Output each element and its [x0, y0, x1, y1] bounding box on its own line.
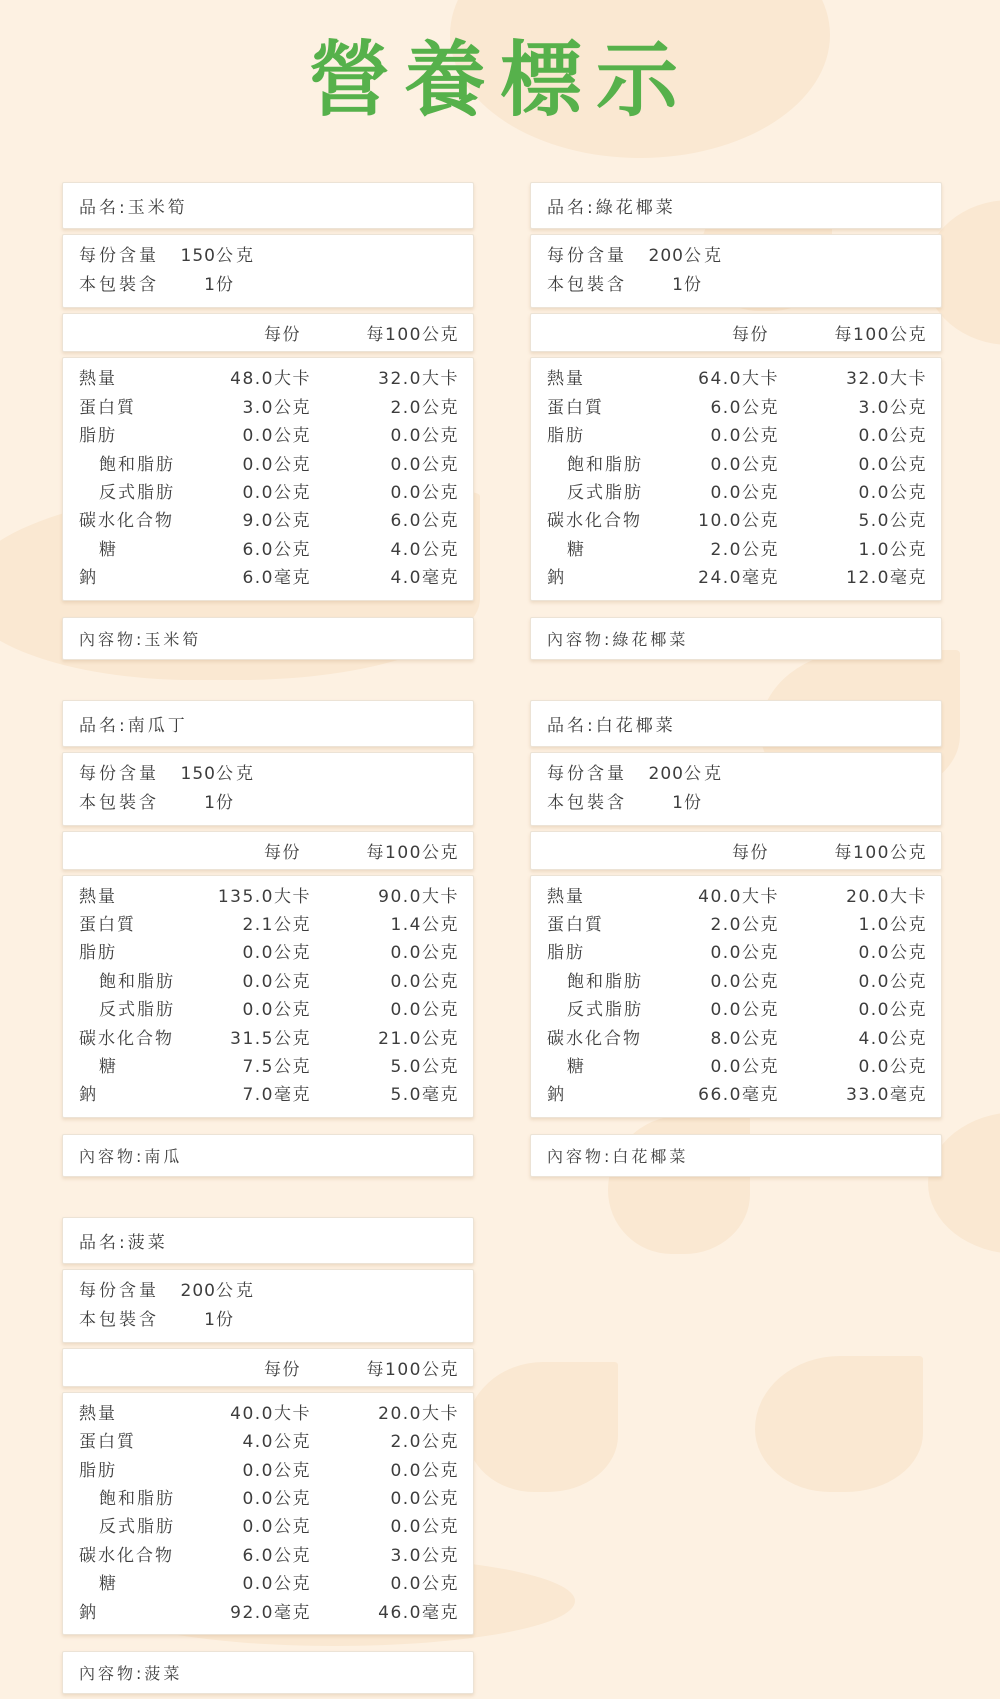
nutrient-label: 鈉 — [547, 568, 566, 589]
serving-size-unit: 公克 — [684, 763, 724, 784]
serving-info-box — [62, 752, 474, 826]
per-100g-header: 每100公克 — [834, 842, 927, 863]
per-serving-value: 0.0公克 — [242, 454, 311, 475]
column-header-box — [62, 1348, 474, 1387]
per-serving-value: 0.0公克 — [710, 971, 779, 992]
nutrient-row — [79, 536, 459, 564]
nutrient-row — [79, 451, 459, 479]
servings-per-pack-row — [79, 789, 457, 818]
contents-prefix: 內容物: — [79, 629, 145, 649]
per-serving-header: 每份 — [732, 325, 769, 346]
nutrient-table — [62, 875, 474, 1118]
per-100g-value: 0.0公克 — [858, 943, 927, 964]
nutrition-card — [62, 700, 474, 1182]
serving-size-unit: 公克 — [216, 763, 256, 784]
per-serving-header: 每份 — [264, 325, 301, 346]
nutrient-label: 蛋白質 — [79, 1432, 136, 1453]
per-100g-value: 0.0公克 — [858, 426, 927, 447]
serving-size-value: 150 — [180, 763, 216, 784]
nutrient-label: 反式脂肪 — [567, 1000, 643, 1021]
per-100g-value: 46.0毫克 — [378, 1602, 459, 1623]
per-serving-value: 0.0公克 — [242, 1489, 311, 1510]
nutrient-row — [547, 365, 927, 393]
column-header-box — [530, 831, 942, 870]
serving-size-row — [547, 242, 925, 271]
nutrient-label: 糖 — [99, 539, 118, 560]
servings-per-pack-label: 本包裝含 — [547, 275, 627, 296]
per-serving-value: 64.0大卡 — [698, 369, 779, 390]
per-serving-value: 2.1公克 — [242, 914, 311, 935]
nutrient-row — [79, 1513, 459, 1541]
servings-per-pack-label: 本包裝含 — [79, 792, 159, 813]
servings-per-pack-label: 本包裝含 — [79, 1309, 159, 1330]
nutrient-label: 鈉 — [79, 1602, 98, 1623]
per-serving-value: 40.0大卡 — [230, 1403, 311, 1424]
nutrition-card — [62, 182, 474, 664]
servings-per-pack-label: 本包裝含 — [547, 792, 627, 813]
per-serving-value: 0.0公克 — [242, 1460, 311, 1481]
nutrient-row — [547, 939, 927, 967]
per-serving-value: 0.0公克 — [710, 426, 779, 447]
per-serving-value: 7.0毫克 — [242, 1085, 311, 1106]
per-100g-value: 0.0公克 — [390, 454, 459, 475]
nutrient-row — [547, 1053, 927, 1081]
per-serving-value: 4.0公克 — [242, 1432, 311, 1453]
nutrient-row — [79, 564, 459, 592]
per-serving-value: 9.0公克 — [242, 511, 311, 532]
serving-size-label: 每份含量 — [79, 763, 159, 784]
serving-info-box — [530, 234, 942, 308]
per-100g-value: 5.0毫克 — [390, 1085, 459, 1106]
nutrient-label: 碳水化合物 — [79, 1545, 174, 1566]
nutrient-label: 脂肪 — [547, 943, 585, 964]
nutrient-label: 熱量 — [79, 886, 117, 907]
nutrient-label: 飽和脂肪 — [567, 454, 643, 475]
per-100g-value: 0.0公克 — [390, 971, 459, 992]
column-header-row — [547, 320, 927, 345]
contents-box — [530, 617, 942, 660]
contents-box — [62, 1651, 474, 1694]
nutrient-label: 脂肪 — [547, 426, 585, 447]
servings-per-pack-unit: 份 — [684, 275, 704, 296]
serving-size-label: 每份含量 — [79, 246, 159, 267]
per-serving-value: 0.0公克 — [710, 454, 779, 475]
nutrient-label: 碳水化合物 — [79, 1028, 174, 1049]
serving-size-unit: 公克 — [216, 1280, 256, 1301]
product-name-prefix: 品名: — [547, 198, 596, 219]
product-name: 白花椰菜 — [595, 715, 676, 736]
per-serving-value: 31.5公克 — [230, 1028, 311, 1049]
serving-size-row — [547, 760, 925, 789]
nutrient-label: 飽和脂肪 — [99, 454, 175, 475]
per-100g-value: 4.0公克 — [390, 539, 459, 560]
nutrient-label: 蛋白質 — [79, 397, 136, 418]
per-100g-value: 0.0公克 — [390, 1000, 459, 1021]
nutrient-row — [547, 422, 927, 450]
nutrient-row — [79, 1400, 459, 1428]
nutrient-label: 蛋白質 — [79, 914, 136, 935]
nutrient-row — [79, 1025, 459, 1053]
per-100g-header: 每100公克 — [834, 325, 927, 346]
contents-value: 菠菜 — [144, 1664, 183, 1684]
per-100g-value: 5.0公克 — [858, 511, 927, 532]
serving-size-label: 每份含量 — [547, 763, 627, 784]
nutrient-label: 鈉 — [79, 1085, 98, 1106]
per-serving-header: 每份 — [264, 842, 301, 863]
column-header-box — [62, 313, 474, 352]
contents-prefix: 內容物: — [547, 1146, 613, 1166]
nutrient-row — [79, 479, 459, 507]
per-100g-value: 0.0公克 — [858, 454, 927, 475]
serving-info-box — [530, 752, 942, 826]
nutrient-row — [547, 394, 927, 422]
servings-per-pack-unit: 份 — [684, 792, 704, 813]
per-100g-value: 32.0大卡 — [846, 369, 927, 390]
per-serving-value: 6.0公克 — [710, 397, 779, 418]
per-100g-value: 32.0大卡 — [378, 369, 459, 390]
per-100g-value: 0.0公克 — [858, 1000, 927, 1021]
nutrient-row — [79, 507, 459, 535]
column-header-box — [62, 831, 474, 870]
column-header-row — [79, 1355, 459, 1380]
contents-value: 白花椰菜 — [612, 1146, 689, 1166]
serving-info-box — [62, 234, 474, 308]
per-serving-value: 0.0公克 — [242, 1574, 311, 1595]
nutrient-label: 鈉 — [547, 1085, 566, 1106]
per-serving-value: 7.5公克 — [242, 1056, 311, 1077]
product-name: 玉米筍 — [127, 198, 188, 219]
column-header-box — [530, 313, 942, 352]
nutrient-row — [79, 911, 459, 939]
per-100g-value: 4.0公克 — [858, 1028, 927, 1049]
servings-per-pack-row — [79, 1306, 457, 1335]
labels-grid — [0, 182, 1000, 1699]
nutrient-label: 鈉 — [79, 568, 98, 589]
nutrient-row — [79, 1457, 459, 1485]
nutrient-row — [547, 911, 927, 939]
per-serving-value: 66.0毫克 — [698, 1085, 779, 1106]
per-serving-value: 40.0大卡 — [698, 886, 779, 907]
nutrient-label: 碳水化合物 — [547, 1028, 642, 1049]
per-serving-value: 0.0公克 — [710, 1000, 779, 1021]
serving-size-row — [79, 1277, 457, 1306]
per-100g-value: 4.0毫克 — [390, 568, 459, 589]
per-serving-value: 0.0公克 — [242, 1517, 311, 1538]
servings-per-pack-value: 1 — [672, 275, 684, 296]
nutrient-row — [79, 1081, 459, 1109]
nutrient-label: 糖 — [99, 1574, 118, 1595]
per-serving-header: 每份 — [264, 1359, 301, 1380]
serving-size-label: 每份含量 — [79, 1280, 159, 1301]
nutrient-row — [79, 968, 459, 996]
servings-per-pack-row — [79, 271, 457, 300]
nutrient-row — [547, 1025, 927, 1053]
per-100g-header: 每100公克 — [366, 325, 459, 346]
contents-value: 南瓜 — [144, 1146, 183, 1166]
nutrition-card — [530, 182, 942, 664]
per-100g-value: 0.0公克 — [390, 943, 459, 964]
serving-size-value: 200 — [648, 246, 684, 267]
servings-per-pack-value: 1 — [672, 792, 684, 813]
nutrient-label: 熱量 — [79, 369, 117, 390]
nutrient-label: 碳水化合物 — [79, 511, 174, 532]
nutrient-row — [79, 1428, 459, 1456]
nutrient-row — [79, 996, 459, 1024]
nutrient-row — [79, 1570, 459, 1598]
per-serving-value: 0.0公克 — [242, 426, 311, 447]
nutrient-row — [547, 968, 927, 996]
servings-per-pack-row — [547, 271, 925, 300]
contents-box — [62, 617, 474, 660]
nutrient-label: 反式脂肪 — [99, 482, 175, 503]
nutrient-label: 碳水化合物 — [547, 511, 642, 532]
product-name: 菠菜 — [127, 1232, 168, 1253]
servings-per-pack-value: 1 — [204, 275, 216, 296]
per-serving-value: 0.0公克 — [242, 943, 311, 964]
nutrient-row — [547, 536, 927, 564]
contents-value: 玉米筍 — [144, 629, 202, 649]
per-100g-value: 2.0公克 — [390, 1432, 459, 1453]
nutrient-label: 蛋白質 — [547, 914, 604, 935]
nutrient-row — [547, 883, 927, 911]
per-serving-value: 6.0毫克 — [242, 568, 311, 589]
product-name-prefix: 品名: — [547, 715, 596, 736]
servings-per-pack-row — [547, 789, 925, 818]
product-name-box — [530, 700, 942, 747]
serving-size-value: 150 — [180, 246, 216, 267]
serving-size-row — [79, 760, 457, 789]
contents-prefix: 內容物: — [547, 629, 613, 649]
serving-size-value: 200 — [648, 763, 684, 784]
per-serving-value: 2.0公克 — [710, 539, 779, 560]
contents-box — [530, 1134, 942, 1177]
per-100g-value: 90.0大卡 — [378, 886, 459, 907]
nutrient-row — [547, 564, 927, 592]
nutrient-row — [79, 1053, 459, 1081]
per-serving-value: 0.0公克 — [710, 943, 779, 964]
nutrition-card — [530, 700, 942, 1182]
per-100g-value: 0.0公克 — [390, 1517, 459, 1538]
product-name-prefix: 品名: — [79, 1232, 128, 1253]
servings-per-pack-unit: 份 — [216, 792, 236, 813]
per-100g-header: 每100公克 — [366, 1359, 459, 1380]
nutrient-row — [79, 394, 459, 422]
nutrient-row — [547, 479, 927, 507]
contents-value: 綠花椰菜 — [612, 629, 689, 649]
nutrient-label: 熱量 — [547, 886, 585, 907]
per-serving-value: 10.0公克 — [698, 511, 779, 532]
serving-size-unit: 公克 — [216, 246, 256, 267]
column-header-row — [79, 838, 459, 863]
servings-per-pack-value: 1 — [204, 1309, 216, 1330]
product-name-prefix: 品名: — [79, 715, 128, 736]
nutrient-label: 熱量 — [547, 369, 585, 390]
per-serving-value: 0.0公克 — [242, 482, 311, 503]
per-100g-value: 0.0公克 — [390, 426, 459, 447]
servings-per-pack-value: 1 — [204, 792, 216, 813]
product-name-box — [62, 1217, 474, 1264]
per-100g-value: 3.0公克 — [858, 397, 927, 418]
product-name: 南瓜丁 — [127, 715, 188, 736]
nutrient-label: 糖 — [567, 1056, 586, 1077]
nutrient-label: 反式脂肪 — [99, 1000, 175, 1021]
column-header-row — [79, 320, 459, 345]
nutrient-row — [547, 996, 927, 1024]
nutrient-row — [547, 507, 927, 535]
page-title: 營養標示 — [307, 33, 692, 128]
per-100g-value: 1.0公克 — [858, 539, 927, 560]
nutrient-table — [62, 1392, 474, 1635]
per-100g-value: 1.4公克 — [390, 914, 459, 935]
per-100g-value: 33.0毫克 — [846, 1085, 927, 1106]
per-100g-value: 12.0毫克 — [846, 568, 927, 589]
servings-per-pack-unit: 份 — [216, 275, 236, 296]
nutrient-label: 反式脂肪 — [99, 1517, 175, 1538]
nutrient-row — [79, 939, 459, 967]
per-100g-value: 0.0公克 — [390, 1460, 459, 1481]
per-serving-value: 48.0大卡 — [230, 369, 311, 390]
nutrient-label: 脂肪 — [79, 1460, 117, 1481]
per-100g-value: 20.0大卡 — [846, 886, 927, 907]
column-header-row — [547, 838, 927, 863]
per-serving-value: 2.0公克 — [710, 914, 779, 935]
per-100g-value: 1.0公克 — [858, 914, 927, 935]
product-name: 綠花椰菜 — [595, 198, 676, 219]
per-100g-value: 6.0公克 — [390, 511, 459, 532]
product-name-box — [62, 700, 474, 747]
nutrient-row — [79, 1485, 459, 1513]
per-serving-value: 0.0公克 — [242, 1000, 311, 1021]
nutrient-label: 脂肪 — [79, 426, 117, 447]
nutrient-label: 飽和脂肪 — [99, 1489, 175, 1510]
per-100g-value: 0.0公克 — [858, 1056, 927, 1077]
serving-size-unit: 公克 — [684, 246, 724, 267]
per-100g-value: 0.0公克 — [390, 482, 459, 503]
per-serving-header: 每份 — [732, 842, 769, 863]
nutrient-row — [79, 1542, 459, 1570]
per-serving-value: 6.0公克 — [242, 1545, 311, 1566]
per-100g-value: 0.0公克 — [390, 1574, 459, 1595]
serving-size-value: 200 — [180, 1280, 216, 1301]
nutrient-label: 脂肪 — [79, 943, 117, 964]
per-100g-value: 3.0公克 — [390, 1545, 459, 1566]
nutrient-label: 糖 — [99, 1056, 118, 1077]
nutrient-row — [79, 1599, 459, 1627]
per-100g-value: 2.0公克 — [390, 397, 459, 418]
servings-per-pack-unit: 份 — [216, 1309, 236, 1330]
per-serving-value: 24.0毫克 — [698, 568, 779, 589]
nutrient-row — [547, 451, 927, 479]
nutrient-table — [530, 357, 942, 600]
per-100g-value: 0.0公克 — [858, 971, 927, 992]
nutrient-label: 糖 — [567, 539, 586, 560]
nutrient-label: 反式脂肪 — [567, 482, 643, 503]
per-serving-value: 6.0公克 — [242, 539, 311, 560]
serving-info-box — [62, 1269, 474, 1343]
nutrient-label: 飽和脂肪 — [567, 971, 643, 992]
contents-prefix: 內容物: — [79, 1146, 145, 1166]
product-name-box — [62, 182, 474, 229]
contents-prefix: 內容物: — [79, 1664, 145, 1684]
per-serving-value: 0.0公克 — [242, 971, 311, 992]
nutrient-row — [547, 1081, 927, 1109]
nutrition-card — [62, 1217, 474, 1699]
per-100g-value: 20.0大卡 — [378, 1403, 459, 1424]
per-serving-value: 0.0公克 — [710, 482, 779, 503]
per-100g-value: 21.0公克 — [378, 1028, 459, 1049]
per-serving-value: 3.0公克 — [242, 397, 311, 418]
nutrient-label: 熱量 — [79, 1403, 117, 1424]
per-serving-value: 92.0毫克 — [230, 1602, 311, 1623]
per-serving-value: 0.0公克 — [710, 1056, 779, 1077]
servings-per-pack-label: 本包裝含 — [79, 275, 159, 296]
serving-size-row — [79, 242, 457, 271]
product-name-prefix: 品名: — [79, 198, 128, 219]
per-100g-value: 0.0公克 — [390, 1489, 459, 1510]
per-100g-value: 0.0公克 — [858, 482, 927, 503]
nutrient-table — [62, 357, 474, 600]
nutrient-label: 蛋白質 — [547, 397, 604, 418]
per-serving-value: 135.0大卡 — [217, 886, 311, 907]
serving-size-label: 每份含量 — [547, 246, 627, 267]
per-100g-value: 5.0公克 — [390, 1056, 459, 1077]
contents-box — [62, 1134, 474, 1177]
nutrient-label: 飽和脂肪 — [99, 971, 175, 992]
nutrient-row — [79, 422, 459, 450]
nutrient-table — [530, 875, 942, 1118]
per-100g-header: 每100公克 — [366, 842, 459, 863]
per-serving-value: 8.0公克 — [710, 1028, 779, 1049]
product-name-box — [530, 182, 942, 229]
nutrient-row — [79, 365, 459, 393]
nutrient-row — [79, 883, 459, 911]
